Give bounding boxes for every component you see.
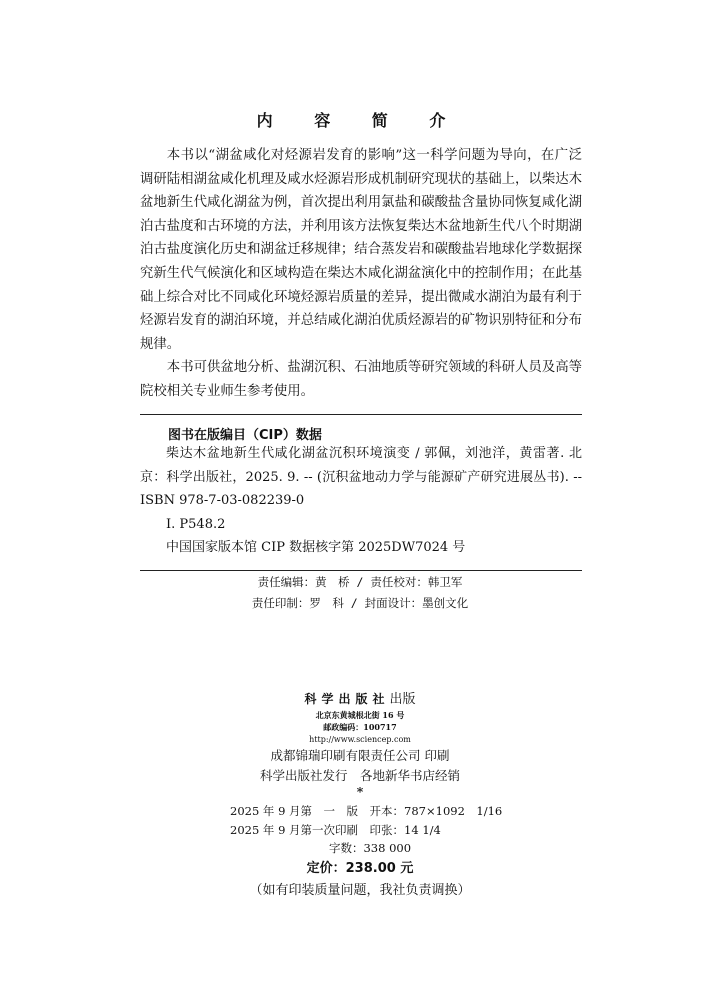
printing-line: 2025 年 9 月第一次印刷 印张：14 1/4	[230, 823, 441, 837]
publisher-url: http://www.sciencep.com	[309, 735, 411, 744]
publisher-line	[0, 688, 720, 707]
credits-editors: 责任编辑：黄 桥 / 责任校对：韩卫军	[257, 575, 463, 589]
cip-bottom-divider	[140, 570, 582, 571]
word-count: 字数：338 000	[328, 841, 412, 855]
credits-production: 责任印制：罗 科 / 封面设计：墨创文化	[251, 596, 469, 610]
cip-classification: Ⅰ. P548.2	[166, 516, 226, 532]
distribution-line: 科学出版社发行 各地新华书店经销	[259, 768, 460, 783]
page-title: 内 容 简 介	[256, 111, 464, 130]
cip-record: 柴达木盆地新生代咸化湖盆沉积环境演变 / 郭佩，刘池洋，黄雷著. 北京：科学出版社，2025. 9. -- (沉积盆地动力学与能源矿产研究进展丛书). -- ISBN 978-7-03-082239-0	[140, 446, 582, 509]
publisher-logo: 科学出版社	[304, 692, 390, 706]
intro-paragraph-2: 本书可供盆地分析、盐湖沉积、石油地质等研究领域的科研人员及高等院校相关专业师生参考使用。	[140, 360, 582, 399]
cip-top-divider	[140, 414, 582, 415]
cip-block	[140, 442, 582, 560]
publisher-postcode: 邮政编码：100717	[323, 722, 397, 732]
intro-paragraph-1: 本书以“湖盆咸化对烃源岩发育的影响”这一科学问题为导向，在广泛调研陆相湖盆咸化机理及咸水烃源岩形成机制研究现状的基础上，以柴达木盆地新生代咸化湖盆为例，首次提出利用氯盐和碳酸盐含量协同恢复咸化湖泊古盐度和古环境的方法，并利用该方法恢复柴达木盆地新生代八个时期湖泊古盐度演化历史和湖盆迁移规律；结合蒸发岩和碳酸盐岩地球化学数据探究新生代气候演化和区域构造在柴达木咸化湖盆演化中的控制作用；在此基础上综合对比不同咸化环境烃源岩质量的差异，提出微咸水湖泊为最有利于烃源岩发育的湖泊环境，并总结咸化湖泊优质烃源岩的矿物识别特征和分布规律。	[140, 148, 582, 352]
publisher-suffix: 出版	[389, 692, 416, 707]
quality-note: （如有印装质量问题，我社负责调换）	[249, 883, 471, 898]
publisher-address: 北京东黄城根北街 16 号	[315, 710, 405, 720]
introduction	[140, 144, 582, 404]
printer-line: 成都锦瑞印刷有限责任公司 印刷	[270, 748, 450, 763]
separator-star: *	[356, 784, 364, 799]
cip-number: 中国国家版本馆 CIP 数据核字第 2025DW7024 号	[166, 540, 466, 556]
cip-heading: 图书在版编目（CIP）数据	[168, 428, 322, 443]
edition-line: 2025 年 9 月第 一 版 开本：787×1092 1/16	[230, 804, 503, 818]
price: 定价：238.00 元	[306, 861, 414, 876]
